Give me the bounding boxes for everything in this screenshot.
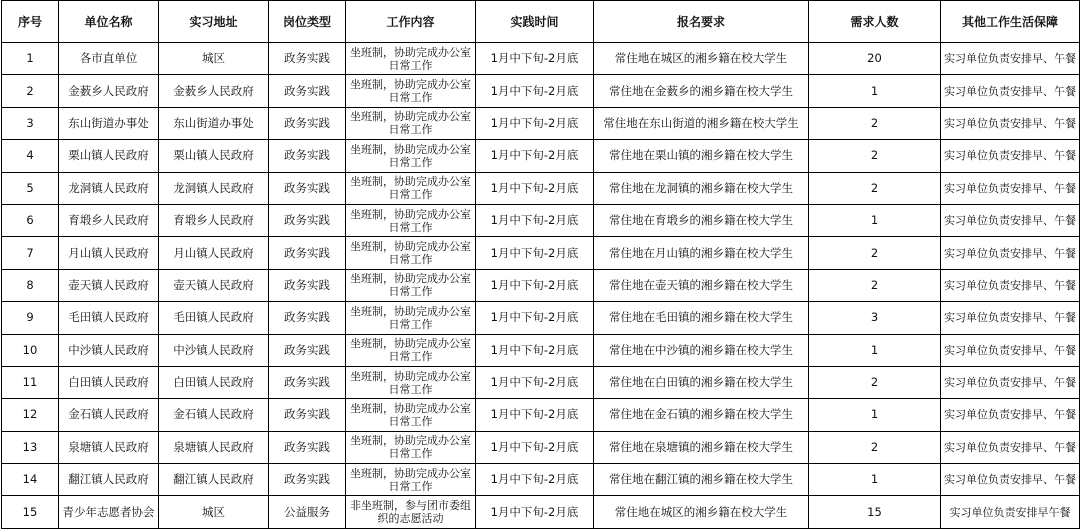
header-cell: 序号 <box>2 1 59 43</box>
practice-time-cell: 1月中下旬-2月底 <box>476 302 594 334</box>
requirement-cell: 常住地在毛田镇的湘乡籍在校大学生 <box>594 302 809 334</box>
requirement-cell: 常住地在中沙镇的湘乡籍在校大学生 <box>594 334 809 366</box>
row-number-cell: 8 <box>2 269 59 301</box>
row-number-cell: 2 <box>2 75 59 107</box>
row-number-cell: 3 <box>2 107 59 139</box>
address-cell: 中沙镇人民政府 <box>159 334 269 366</box>
headcount-cell: 2 <box>809 172 941 204</box>
requirement-cell: 常住地在龙洞镇的湘乡籍在校大学生 <box>594 172 809 204</box>
row-number-cell: 1 <box>2 43 59 75</box>
unit-name-cell: 栗山镇人民政府 <box>59 140 159 172</box>
header-cell: 报名要求 <box>594 1 809 43</box>
table-row <box>2 366 1080 398</box>
practice-time-cell: 1月中下旬-2月底 <box>476 107 594 139</box>
position-type-cell: 政务实践 <box>269 399 346 431</box>
unit-name-cell: 育塅乡人民政府 <box>59 204 159 236</box>
requirement-cell: 常住地在城区的湘乡籍在校大学生 <box>594 496 809 528</box>
unit-name-cell: 泉塘镇人民政府 <box>59 431 159 463</box>
practice-time-cell: 1月中下旬-2月底 <box>476 464 594 496</box>
work-content-cell: 坐班制，协助完成办公室日常工作 <box>346 75 476 107</box>
requirement-cell: 常住地在东山街道的湘乡籍在校大学生 <box>594 107 809 139</box>
practice-time-cell: 1月中下旬-2月底 <box>476 75 594 107</box>
practice-time-cell: 1月中下旬-2月底 <box>476 366 594 398</box>
practice-time-cell: 1月中下旬-2月底 <box>476 237 594 269</box>
table-row <box>2 204 1080 236</box>
work-content-cell: 坐班制，协助完成办公室日常工作 <box>346 399 476 431</box>
practice-time-cell: 1月中下旬-2月底 <box>476 140 594 172</box>
work-content-cell: 坐班制，协助完成办公室日常工作 <box>346 107 476 139</box>
headcount-cell: 1 <box>809 204 941 236</box>
practice-time-cell: 1月中下旬-2月底 <box>476 172 594 204</box>
practice-time-cell: 1月中下旬-2月底 <box>476 431 594 463</box>
requirement-cell: 常住地在壶天镇的湘乡籍在校大学生 <box>594 269 809 301</box>
table-row <box>2 237 1080 269</box>
row-number-cell: 5 <box>2 172 59 204</box>
header-row <box>2 1 1080 43</box>
benefit-cell: 实习单位负责安排早、午餐 <box>941 75 1080 107</box>
address-cell: 金薮乡人民政府 <box>159 75 269 107</box>
table-body <box>2 43 1080 529</box>
headcount-cell: 1 <box>809 75 941 107</box>
address-cell: 栗山镇人民政府 <box>159 140 269 172</box>
headcount-cell: 2 <box>809 431 941 463</box>
headcount-cell: 2 <box>809 269 941 301</box>
table-row <box>2 399 1080 431</box>
headcount-cell: 2 <box>809 107 941 139</box>
header-cell: 岗位类型 <box>269 1 346 43</box>
work-content-cell: 坐班制，协助完成办公室日常工作 <box>346 464 476 496</box>
row-number-cell: 10 <box>2 334 59 366</box>
benefit-cell: 实习单位负责安排早、午餐 <box>941 399 1080 431</box>
headcount-cell: 2 <box>809 237 941 269</box>
address-cell: 毛田镇人民政府 <box>159 302 269 334</box>
table-row <box>2 43 1080 75</box>
work-content-cell: 坐班制，协助完成办公室日常工作 <box>346 204 476 236</box>
table-row <box>2 172 1080 204</box>
practice-time-cell: 1月中下旬-2月底 <box>476 334 594 366</box>
headcount-cell: 1 <box>809 399 941 431</box>
position-type-cell: 公益服务 <box>269 496 346 528</box>
requirement-cell: 常住地在翻江镇的湘乡籍在校大学生 <box>594 464 809 496</box>
table-row <box>2 431 1080 463</box>
unit-name-cell: 白田镇人民政府 <box>59 366 159 398</box>
table-row <box>2 302 1080 334</box>
address-cell: 泉塘镇人民政府 <box>159 431 269 463</box>
work-content-cell: 坐班制，协助完成办公室日常工作 <box>346 237 476 269</box>
position-type-cell: 政务实践 <box>269 269 346 301</box>
row-number-cell: 9 <box>2 302 59 334</box>
benefit-cell: 实习单位负责安排早、午餐 <box>941 334 1080 366</box>
unit-name-cell: 月山镇人民政府 <box>59 237 159 269</box>
benefit-cell: 实习单位负责安排早午餐 <box>941 496 1080 528</box>
address-cell: 月山镇人民政府 <box>159 237 269 269</box>
unit-name-cell: 各市直单位 <box>59 43 159 75</box>
benefit-cell: 实习单位负责安排早、午餐 <box>941 107 1080 139</box>
unit-name-cell: 翻江镇人民政府 <box>59 464 159 496</box>
headcount-cell: 1 <box>809 334 941 366</box>
requirement-cell: 常住地在栗山镇的湘乡籍在校大学生 <box>594 140 809 172</box>
unit-name-cell: 龙洞镇人民政府 <box>59 172 159 204</box>
address-cell: 东山街道办事处 <box>159 107 269 139</box>
work-content-cell: 坐班制，协助完成办公室日常工作 <box>346 431 476 463</box>
position-type-cell: 政务实践 <box>269 107 346 139</box>
work-content-cell: 坐班制，协助完成办公室日常工作 <box>346 43 476 75</box>
work-content-cell: 非坐班制，参与团市委组织的志愿活动 <box>346 496 476 528</box>
headcount-cell: 2 <box>809 366 941 398</box>
benefit-cell: 实习单位负责安排早、午餐 <box>941 43 1080 75</box>
internship-table <box>1 0 1080 529</box>
header-cell: 单位名称 <box>59 1 159 43</box>
table-row <box>2 269 1080 301</box>
unit-name-cell: 金石镇人民政府 <box>59 399 159 431</box>
row-number-cell: 4 <box>2 140 59 172</box>
headcount-cell: 20 <box>809 43 941 75</box>
position-type-cell: 政务实践 <box>269 334 346 366</box>
position-type-cell: 政务实践 <box>269 140 346 172</box>
practice-time-cell: 1月中下旬-2月底 <box>476 269 594 301</box>
benefit-cell: 实习单位负责安排早、午餐 <box>941 366 1080 398</box>
unit-name-cell: 东山街道办事处 <box>59 107 159 139</box>
header-cell: 其他工作生活保障 <box>941 1 1080 43</box>
requirement-cell: 常住地在育塅乡的湘乡籍在校大学生 <box>594 204 809 236</box>
address-cell: 育塅乡人民政府 <box>159 204 269 236</box>
benefit-cell: 实习单位负责安排早、午餐 <box>941 140 1080 172</box>
requirement-cell: 常住地在白田镇的湘乡籍在校大学生 <box>594 366 809 398</box>
benefit-cell: 实习单位负责安排早、午餐 <box>941 172 1080 204</box>
address-cell: 壶天镇人民政府 <box>159 269 269 301</box>
address-cell: 金石镇人民政府 <box>159 399 269 431</box>
row-number-cell: 12 <box>2 399 59 431</box>
practice-time-cell: 1月中下旬-2月底 <box>476 399 594 431</box>
row-number-cell: 6 <box>2 204 59 236</box>
address-cell: 城区 <box>159 496 269 528</box>
work-content-cell: 坐班制，协助完成办公室日常工作 <box>346 366 476 398</box>
work-content-cell: 坐班制，协助完成办公室日常工作 <box>346 269 476 301</box>
requirement-cell: 常住地在泉塘镇的湘乡籍在校大学生 <box>594 431 809 463</box>
work-content-cell: 坐班制，协助完成办公室日常工作 <box>346 302 476 334</box>
practice-time-cell: 1月中下旬-2月底 <box>476 496 594 528</box>
position-type-cell: 政务实践 <box>269 204 346 236</box>
position-type-cell: 政务实践 <box>269 464 346 496</box>
table-row <box>2 107 1080 139</box>
requirement-cell: 常住地在金石镇的湘乡籍在校大学生 <box>594 399 809 431</box>
benefit-cell: 实习单位负责安排早、午餐 <box>941 431 1080 463</box>
requirement-cell: 常住地在月山镇的湘乡籍在校大学生 <box>594 237 809 269</box>
work-content-cell: 坐班制，协助完成办公室日常工作 <box>346 172 476 204</box>
position-type-cell: 政务实践 <box>269 431 346 463</box>
practice-time-cell: 1月中下旬-2月底 <box>476 43 594 75</box>
headcount-cell: 15 <box>809 496 941 528</box>
benefit-cell: 实习单位负责安排早、午餐 <box>941 269 1080 301</box>
row-number-cell: 15 <box>2 496 59 528</box>
address-cell: 龙洞镇人民政府 <box>159 172 269 204</box>
benefit-cell: 实习单位负责安排早、午餐 <box>941 237 1080 269</box>
position-type-cell: 政务实践 <box>269 302 346 334</box>
unit-name-cell: 毛田镇人民政府 <box>59 302 159 334</box>
address-cell: 城区 <box>159 43 269 75</box>
headcount-cell: 3 <box>809 302 941 334</box>
practice-time-cell: 1月中下旬-2月底 <box>476 204 594 236</box>
requirement-cell: 常住地在金薮乡的湘乡籍在校大学生 <box>594 75 809 107</box>
header-cell: 实践时间 <box>476 1 594 43</box>
header-cell: 实习地址 <box>159 1 269 43</box>
unit-name-cell: 青少年志愿者协会 <box>59 496 159 528</box>
position-type-cell: 政务实践 <box>269 237 346 269</box>
position-type-cell: 政务实践 <box>269 366 346 398</box>
headcount-cell: 2 <box>809 140 941 172</box>
row-number-cell: 14 <box>2 464 59 496</box>
position-type-cell: 政务实践 <box>269 75 346 107</box>
position-type-cell: 政务实践 <box>269 172 346 204</box>
header-cell: 需求人数 <box>809 1 941 43</box>
position-type-cell: 政务实践 <box>269 43 346 75</box>
unit-name-cell: 金薮乡人民政府 <box>59 75 159 107</box>
table-row <box>2 140 1080 172</box>
header-cell: 工作内容 <box>346 1 476 43</box>
work-content-cell: 坐班制，协助完成办公室日常工作 <box>346 140 476 172</box>
address-cell: 白田镇人民政府 <box>159 366 269 398</box>
requirement-cell: 常住地在城区的湘乡籍在校大学生 <box>594 43 809 75</box>
table-row <box>2 334 1080 366</box>
row-number-cell: 13 <box>2 431 59 463</box>
benefit-cell: 实习单位负责安排早、午餐 <box>941 204 1080 236</box>
benefit-cell: 实习单位负责安排早、午餐 <box>941 464 1080 496</box>
unit-name-cell: 壶天镇人民政府 <box>59 269 159 301</box>
table-row <box>2 464 1080 496</box>
row-number-cell: 7 <box>2 237 59 269</box>
unit-name-cell: 中沙镇人民政府 <box>59 334 159 366</box>
table-row <box>2 496 1080 528</box>
benefit-cell: 实习单位负责安排早、午餐 <box>941 302 1080 334</box>
row-number-cell: 11 <box>2 366 59 398</box>
headcount-cell: 1 <box>809 464 941 496</box>
table-row <box>2 75 1080 107</box>
work-content-cell: 坐班制，协助完成办公室日常工作 <box>346 334 476 366</box>
address-cell: 翻江镇人民政府 <box>159 464 269 496</box>
